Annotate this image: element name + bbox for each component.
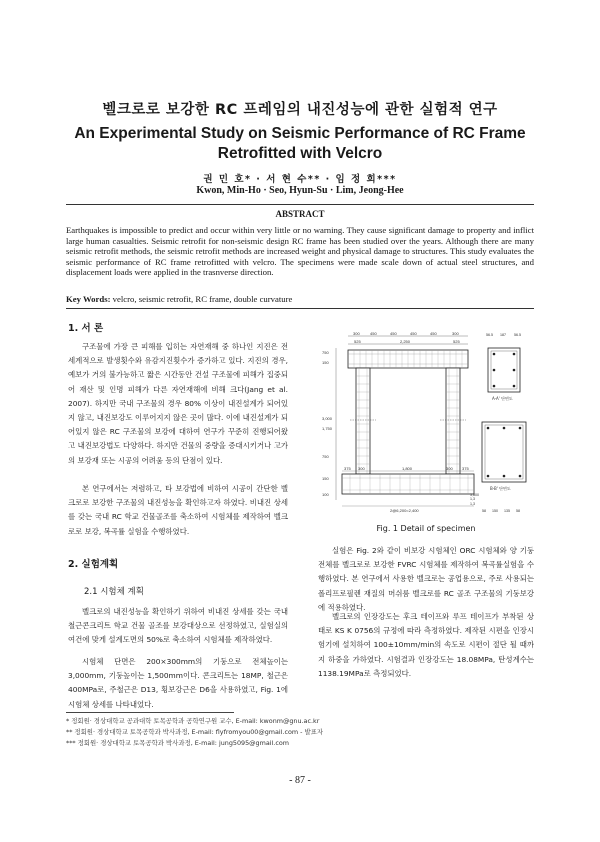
- top-dim-2: 450: [370, 331, 377, 336]
- bottom-strip-dim: 2@6,200=2,400: [390, 508, 419, 513]
- left-dim-1: 750: [322, 350, 329, 355]
- section-1-paragraph-2: 본 연구에서는 저렴하고, 타 보강법에 비하여 시공이 간단한 벨크로로 보강한 구조물의 내진성능을 확인하고자 하였다. 비내진 상세를 갖는 국내 RC 학교 건물골조를 축소하여 시험체를 제작하여 벨크로로 보강, 복곡률 실험을 수행하였다.: [68, 484, 288, 536]
- footnote-1: * 정회원· 경상대학교 공과대학 토목공학과 공학연구원 교수, E-mail: kwonm@gnu.ac.kr: [66, 717, 320, 725]
- top-dim-1: 300: [353, 331, 360, 336]
- left-dim-3: 3,000: [322, 416, 333, 421]
- section-1-paragraph-1: 구조물에 가장 큰 피해를 입히는 자연재해 중 하나인 지진은 전 세계적으로 발생횟수와 유감지진횟수가 증가하고 있다. 지진의 경우, 예보가 거의 불가능하고 짧은 시간동안 건설 구조물에 피해가 집중되어 재산 및 인명 피해가 다른 자연재해에 비해 크다(Jang et al. 2007). 하지만 국내 구조물의 경우 80% 이상이 내진설계가 되어있지 않고, 내진보강도 이루어지지 않은 곳이 많다. 이에 내진설계가 되어있지 않은 RC 구조물의 보강에 대하여 연구가 꾸준히 진행되어왔고 내진보강법도 다양하다. 하지만 건물의 중량을 증대시키거나 고가의 보강재 또는 시공의 어려움 등의 단점이 있다.: [68, 342, 288, 465]
- section-1-heading: 1. 서 론: [68, 323, 104, 334]
- specimen-detail-drawing: [320, 330, 532, 516]
- left-dim-6: 150: [322, 476, 329, 481]
- section-b-label: B-B' 단면도: [490, 486, 511, 491]
- abstract-body: Earthquakes is impossible to predict and occur within very little or no warning. They cause significant damage to property and inflict large human casualties. Seismic retrofit for non-seismic design RC frame has been studied over the years. Although there are many seismic retrofit methods, the seismic retrofit methods are increased weight and physical damage to structures. This study evaluates the seismic performance of RC frame retrofitted with velcro. The specimens were made scale down of actual steel structures, and displacement loads were applied in the trasnverse direction.: [66, 225, 534, 278]
- row2-dim-1: 525: [354, 339, 361, 344]
- section-2-heading: 2. 실험계획: [68, 559, 119, 570]
- row2-dim-2: 2,250: [400, 339, 411, 344]
- left-dim-4: 1,750: [322, 426, 333, 431]
- abstract-bottom-rule: [66, 308, 534, 309]
- section-2-1-paragraph-2: 시험체 단면은 200×300mm의 기둥으로 전체높이는 3,000mm, 기둥높이는 1,500mm이다. 콘크리트는 18MP, 철근은 400MPa로, 주철근은 D13, 횡보강근은 D6을 사용하였고, Fig. 1에 시험체 상세를 나타내었다.: [68, 657, 288, 709]
- paper-title-english: An Experimental Study on Seismic Performance of RC Frame Retrofitted with Velcro: [74, 125, 526, 162]
- top-dim-4: 450: [410, 331, 417, 336]
- keywords-label: Key Words:: [66, 294, 111, 304]
- abstract-top-rule: [66, 204, 534, 205]
- section-b-dim-4: 58: [516, 509, 520, 513]
- left-dim-5: 750: [322, 454, 329, 459]
- section-a-top-dim-3: 56.5: [514, 333, 521, 337]
- section-b-dim-1: 58: [482, 509, 486, 513]
- keywords-text: velcro, seismic retrofit, RC frame, double curvature: [112, 294, 293, 304]
- section-a-top-dim-2: 187: [500, 333, 506, 337]
- paper-title-korean: 벨크로로 보강한 RC 프레임의 내진성능에 관한 실험적 연구: [102, 102, 498, 118]
- top-dim-6: 300: [452, 331, 459, 336]
- bottom-dim-3: 1,800: [402, 466, 413, 471]
- left-dim-7: 100: [322, 492, 329, 497]
- section-a-top-dim-1: 56.5: [486, 333, 493, 337]
- top-dim-3: 450: [390, 331, 397, 336]
- right-dim-3: 3,800: [470, 493, 479, 497]
- bottom-dim-2: 300: [358, 466, 365, 471]
- row2-dim-3: 525: [453, 339, 460, 344]
- page-number: - 87 -: [289, 775, 311, 786]
- section-b-dim-2: 150: [492, 509, 498, 513]
- footnotes: [66, 716, 536, 749]
- bottom-dim-1: 375: [344, 466, 351, 471]
- section-2-1-paragraph-1: 벨크로의 내진성능을 확인하기 위하여 비내진 상세를 갖는 국내 철근콘크리트 학교 건물 골조를 보강대상으로 선정하였고, 실험실의 여건에 맞게 설계도면의 50%로 축소하여 시험체를 제작하였다.: [68, 607, 288, 645]
- bottom-dim-5: 375: [462, 466, 469, 471]
- bottom-dim-4: 300: [446, 466, 453, 471]
- figure-1-caption: Fig. 1 Detail of specimen: [376, 524, 476, 533]
- footnote-rule: [66, 712, 234, 713]
- right-paragraph-1: 실험은 Fig. 2와 같이 비보강 시험체인 ORC 시험체와 양 기둥 전체를 벨크로로 보강한 FVRC 시험체를 제작하여 복곡률실험을 수행하였다. 본 연구에서 사용한 벨크로는 공업용으로, 주로 사용되는 폴리프로필렌 재질의 머쉬룸 벨크로를 RC 골조 구조물의 기둥보강에 적용하였다.: [318, 546, 534, 612]
- keywords-line: [66, 294, 534, 304]
- right-dim-2: 1,3: [470, 502, 475, 506]
- left-dim-2: 150: [322, 360, 329, 365]
- authors-english: Kwon, Min-Ho · Seo, Hyun-Su · Lim, Jeong-Hee: [196, 185, 404, 196]
- right-dim-1: 1,3: [470, 497, 475, 501]
- abstract-heading: ABSTRACT: [275, 209, 325, 219]
- section-a-label: A-A' 단면도: [492, 396, 513, 401]
- footnote-2: ** 정회원· 경상대학교 토목공학과 박사과정, E-mail: flyfromyou00@gmail.com - 발표자: [66, 728, 324, 736]
- right-paragraph-2: 벨크로의 인장강도는 후크 테이프와 루프 테이프가 부착된 상태로 KS K 0756의 규정에 따라 측정하였다. 제작된 시편을 인장시험기에 설치하여 100±10mm/min의 속도로 시편이 절단 될 때까지 하중을 가하였다. 시험결과 인장강도는 18.08MPa, 탄성계수는 1138.19MPa로 측정되었다.: [318, 612, 534, 678]
- section-b-dim-3: 135: [504, 509, 510, 513]
- footnote-3: *** 정회원· 경상대학교 토목공학과 박사과정, E-mail: jung5095@gmail.com: [66, 739, 289, 747]
- top-dim-5: 450: [430, 331, 437, 336]
- authors-korean: 권 민 호* · 서 현 수** · 임 정 희***: [203, 174, 397, 185]
- section-2-1-heading: 2.1 시험체 계획: [84, 587, 144, 597]
